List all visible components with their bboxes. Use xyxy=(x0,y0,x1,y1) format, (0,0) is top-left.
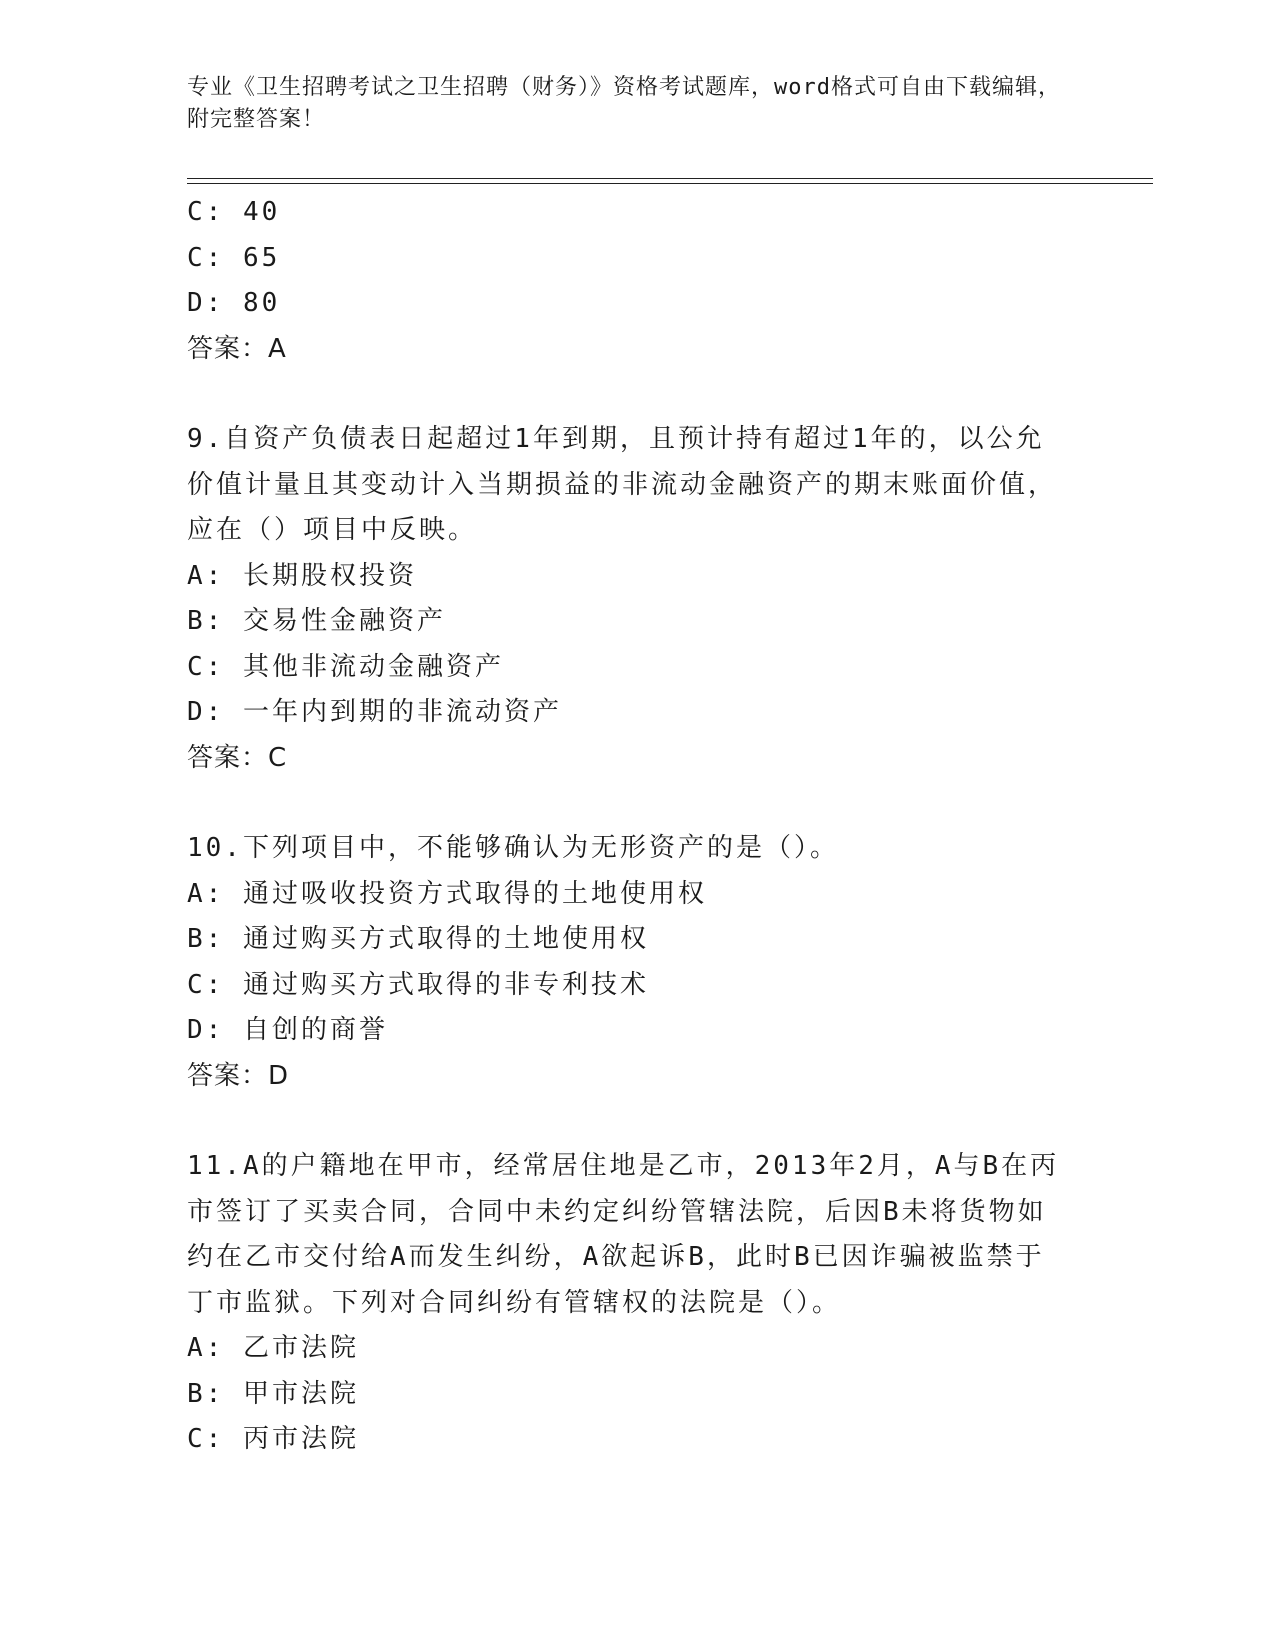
spacer xyxy=(187,1099,1087,1144)
option-a: A: 通过吸收投资方式取得的土地使用权 xyxy=(187,878,707,909)
option-c: C: 65 xyxy=(187,242,281,273)
question-stem: 11.A的户籍地在甲市，经常居住地是乙市，2013年2月，A与B在丙市签订了买卖合同，合同中未约定纠纷管辖法院，后因B未将货物如约在乙市交付给A而发生纠纷，A欲起诉B，此时B已因诈骗被监禁于丁市监狱。下列对合同纠纷有管辖权的法院是（）。 xyxy=(187,1151,1060,1318)
option-b: B: 通过购买方式取得的土地使用权 xyxy=(187,924,649,954)
question-stem: 10.下列项目中，不能够确认为无形资产的是（）。 xyxy=(187,833,839,863)
question-9 xyxy=(187,417,1087,781)
option-d: D: 自创的商誉 xyxy=(187,1015,388,1045)
header-divider xyxy=(187,178,1153,184)
spacer xyxy=(187,372,1087,417)
option-c: C: 丙市法院 xyxy=(187,1424,359,1454)
question-stem: 9.自资产负债表日起超过1年到期，且预计持有超过1年的，以公允价值计量且其变动计入当期损益的非流动金融资产的期末账面价值，应在（）项目中反映。 xyxy=(187,424,1058,545)
question-list xyxy=(187,190,1087,1463)
option-b: B: 甲市法院 xyxy=(187,1378,359,1409)
answer-line: 答案：D xyxy=(187,1060,290,1091)
option-a: A: 长期股权投资 xyxy=(187,560,417,591)
answer-line: 答案：A xyxy=(187,333,287,364)
answer-line: 答案：C xyxy=(187,742,288,773)
option-b: C: 40 xyxy=(187,197,281,227)
option-c: C: 通过购买方式取得的非专利技术 xyxy=(187,969,649,1000)
question-10 xyxy=(187,826,1087,1099)
spacer xyxy=(187,781,1087,826)
header-note: 专业《卫生招聘考试之卫生招聘（财务）》资格考试题库，word格式可自由下载编辑，附完整答案！ xyxy=(187,75,1061,132)
option-c: C: 其他非流动金融资产 xyxy=(187,651,504,682)
option-d: D: 一年内到期的非流动资产 xyxy=(187,697,562,727)
option-a: A: 乙市法院 xyxy=(187,1333,359,1363)
option-d: D: 80 xyxy=(187,288,281,318)
question-11 xyxy=(187,1144,1087,1463)
option-b: B: 交易性金融资产 xyxy=(187,606,446,636)
question-8-tail xyxy=(187,190,1087,372)
